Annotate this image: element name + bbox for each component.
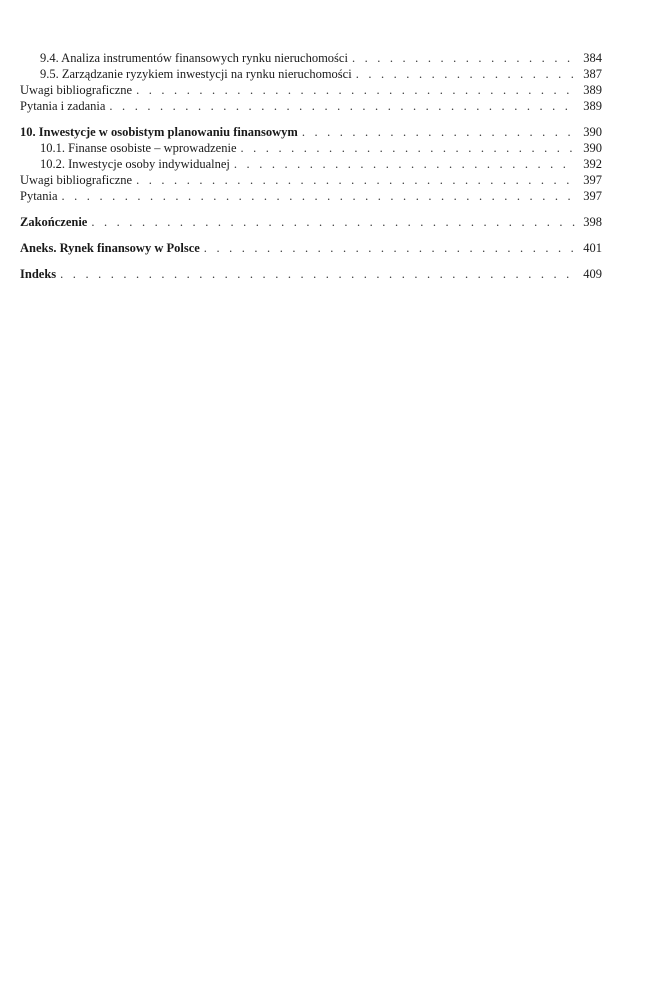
toc-entry-title: Uwagi bibliograficzne [20, 173, 133, 187]
toc-dot-leader [109, 98, 576, 114]
toc-entry-questions-10 [20, 188, 602, 204]
toc-entry-title: 9.4. Analiza instrumentów finansowych rynku nieruchomości [40, 51, 348, 65]
table-of-contents [20, 50, 602, 282]
toc-entry-bibliography-9 [20, 82, 602, 98]
toc-entry-title: Zakończenie [20, 215, 88, 229]
toc-dot-leader [136, 82, 576, 98]
toc-page-number: 409 [583, 267, 602, 281]
toc-entry-10-2 [20, 156, 602, 172]
toc-dot-leader [352, 50, 576, 66]
toc-entry-title: 10.2. Inwestycje osoby indywidualnej [40, 157, 230, 171]
toc-page-number: 392 [583, 157, 602, 171]
toc-entry-10-1 [20, 140, 602, 156]
toc-dot-leader [62, 188, 577, 204]
toc-dot-leader [136, 172, 576, 188]
toc-dot-leader [234, 156, 576, 172]
toc-entry-questions-9 [20, 98, 602, 114]
toc-entry-annex [20, 240, 602, 256]
toc-dot-leader [356, 66, 576, 82]
toc-page-number: 390 [583, 141, 602, 155]
toc-dot-leader [302, 124, 576, 140]
toc-page-number: 397 [583, 173, 602, 187]
toc-dot-leader [91, 214, 576, 230]
toc-entry-title: 10. Inwestycje w osobistym planowaniu finansowym [20, 125, 298, 139]
toc-dot-leader [60, 266, 576, 282]
toc-dot-leader [204, 240, 576, 256]
toc-dot-leader [241, 140, 577, 156]
toc-page-number: 384 [583, 51, 602, 65]
toc-entry-title: Uwagi bibliograficzne [20, 83, 133, 97]
toc-entry-title: 9.5. Zarządzanie ryzykiem inwestycji na rynku nieruchomości [40, 67, 352, 81]
toc-page-number: 389 [583, 83, 602, 97]
toc-entry-title: Pytania [20, 189, 58, 203]
toc-page-number: 401 [583, 241, 602, 255]
toc-entry-conclusion [20, 214, 602, 230]
toc-entry-bibliography-10 [20, 172, 602, 188]
toc-entry-title: Pytania i zadania [20, 99, 106, 113]
toc-entry-title: Aneks. Rynek finansowy w Polsce [20, 241, 200, 255]
toc-entry-chapter-10 [20, 124, 602, 140]
toc-page-number: 389 [583, 99, 602, 113]
toc-entry-title: 10.1. Finanse osobiste – wprowadzenie [40, 141, 237, 155]
toc-page-number: 387 [583, 67, 602, 81]
toc-entry-title: Indeks [20, 267, 57, 281]
toc-page-number: 390 [583, 125, 602, 139]
toc-page-number: 398 [583, 215, 602, 229]
toc-entry-index [20, 266, 602, 282]
toc-entry-9-4 [20, 50, 602, 66]
toc-entry-9-5 [20, 66, 602, 82]
toc-page-number: 397 [583, 189, 602, 203]
